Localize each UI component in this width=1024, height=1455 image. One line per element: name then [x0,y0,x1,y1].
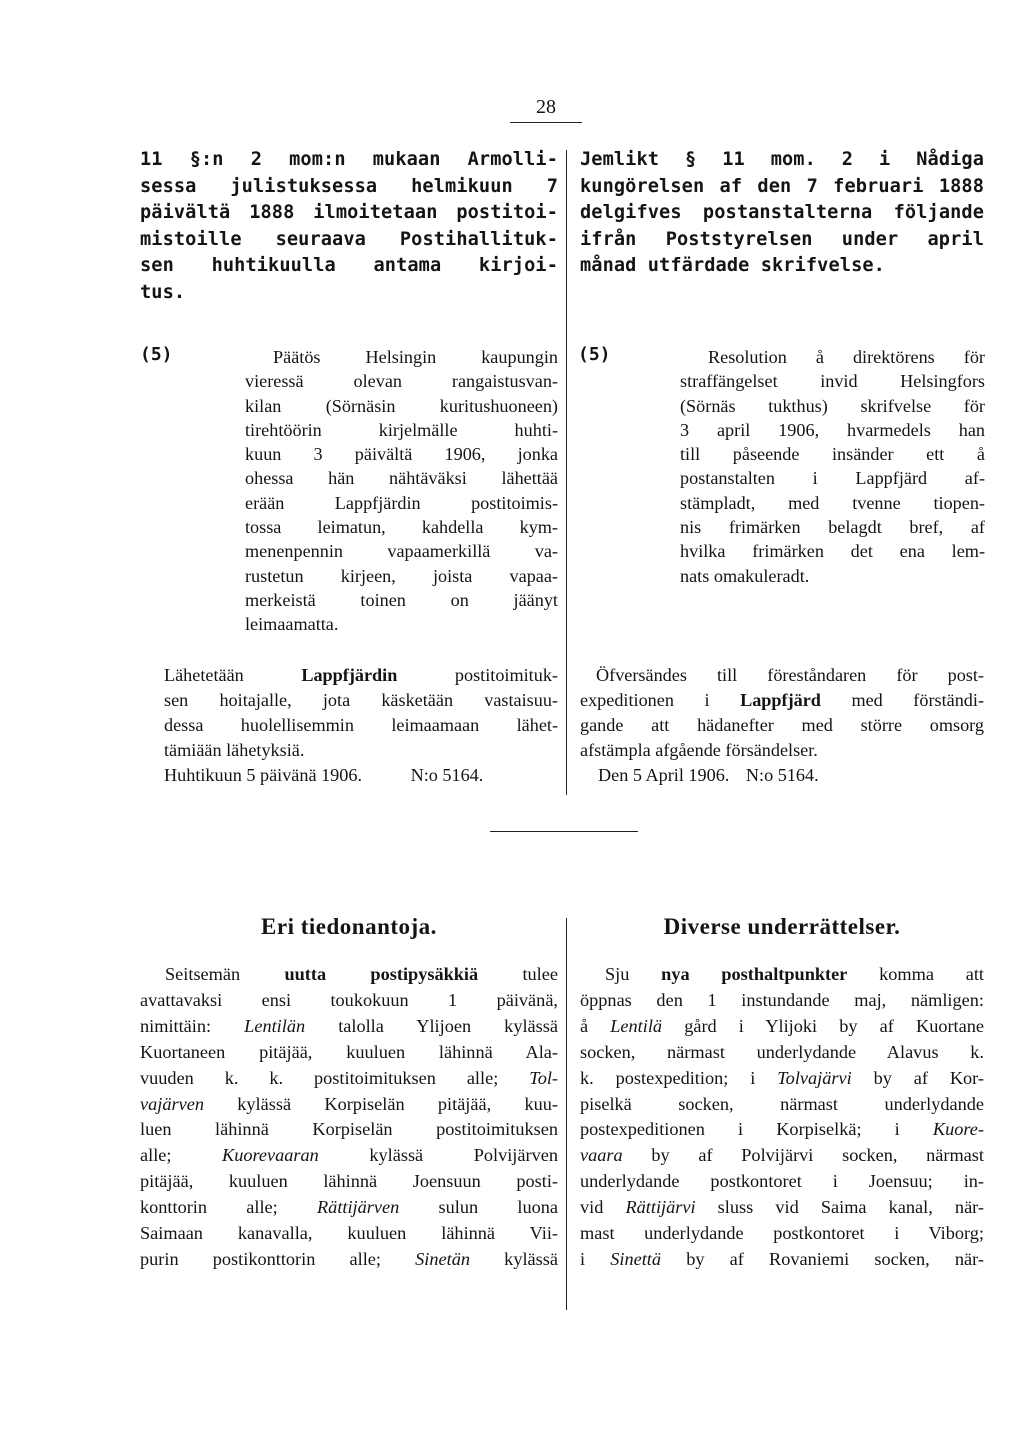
reference-number: N:o 5164. [410,765,484,785]
text-line: tämiään lähetyksiä. [164,740,305,760]
text-line: piselkä socken, närmast underlydande [580,1093,984,1114]
text-line: sen hoitajalle, jota käsketään vastaisuu- [164,690,558,710]
text-line: (Sörnäs tukthus) skrifvelse för [680,395,985,416]
intro-line: sen huhtikuulla antama kirjoi- [140,255,558,277]
intro-line: päivältä 1888 ilmoitetaan postitoi- [140,202,558,224]
text-line: gande att hädanefter med större omsorg [580,715,984,735]
section-separator [490,831,638,832]
intro-line: Jemlikt § 11 mom. 2 i Nådiga [580,149,984,170]
reference-number: N:o 5164. [745,765,819,785]
text-line: mast underlydande postkontoret i Viborg; [580,1223,984,1244]
text-line: straffängelset invid Helsingfors [680,371,985,392]
text-line: kilan (Sörnäsin kuritushuoneen) [245,395,558,416]
text-line: postanstalten i Lappfjärd af- [680,468,985,489]
text-line: underlydande postkontoret i Joensuu; in- [580,1171,984,1192]
text-line: vuuden k. k. postitoimituksen alle; Tol- [140,1067,558,1088]
text-line: kuun 3 päivältä 1906, jonka [245,444,558,465]
text-line: pitäjää, kuuluen lähinnä Joensuun posti- [140,1171,558,1192]
text-line: Lähetetään Lappfjärdin postitoimituk- [164,665,558,685]
intro-line: kungörelsen af den 7 februari 1888 [580,175,984,197]
text-line: tossa leimatun, kahdella kym- [245,517,558,538]
item-number-fi: (5) [140,344,173,365]
text-line: Saimaan kanavalla, kuuluen lähinnä Vii- [140,1223,558,1244]
place-name: Lappfjärd [740,690,821,710]
text-line: stämpladt, med tvenne tiopen- [680,492,985,513]
intro-line: tus. [140,281,186,303]
text-line: vid Rättijärvi sluss vid Saima kanal, när- [580,1197,984,1218]
intro-line: mistoille seuraava Postihallituk- [140,228,558,250]
text-line: Päätös Helsingin kaupungin [273,347,558,367]
text-line: afstämpla afgående försändelser. [580,740,818,760]
swedish-section-heading: Diverse underrättelser. [663,914,901,939]
date-text: Den 5 April 1906. [598,765,730,785]
text-line: ohessa hän nähtäväksi lähettää [245,468,558,489]
finnish-section-heading: Eri tiedonantoja. [261,914,437,939]
swedish-announcement [580,962,984,1273]
text-line: Sju nya posthaltpunkter komma att [605,964,984,984]
intro-line: ifrån Poststyrelsen under april [580,228,984,250]
text-line: alle; Kuorevaaran kylässä Polvijärven [140,1145,558,1166]
page-number: 28 [536,96,556,118]
column-divider-top [566,150,567,795]
text-line: i Sinettä by af Rovaniemi socken, när- [580,1248,984,1269]
text-line: luen lähinnä Korpiselän postitoimituksen [140,1119,558,1140]
text-line: 3 april 1906, hvarmedels han [680,419,985,440]
text-line: Seitsemän uutta postipysäkkiä tulee [165,964,558,984]
text-line: erään Lappfjärdin postitoimis- [245,492,558,513]
text-line: Öfversändes till föreståndaren för post- [596,665,984,685]
text-line: konttorin alle; Rättijärven sulun luona [140,1197,559,1218]
text-line: dessa huolellisemmin leimaamaan lähet- [164,715,558,735]
text-line: purin postikonttorin alle; Sinetän kylässä [140,1248,558,1269]
finnish-forwarding-note [164,663,558,788]
swedish-forwarding-note [580,663,984,788]
text-line: avattavaksi ensi toukokuun 1 päivänä, [140,989,558,1010]
text-line: Resolution å direktörens för [708,347,985,367]
place-name: Lappfjärdin [301,665,398,685]
intro-line: sessa julistuksessa helmikuun 7 [140,175,558,197]
text-line: nis frimärken belagdt bref, af [680,517,985,538]
text-line: rustetun kirjeen, joista vapaa- [245,565,558,586]
bold-phrase: nya posthaltpunkter [661,964,848,984]
column-divider-bottom [566,918,567,1310]
text-line: expeditionen i Lappfjärd med förständi- [580,690,984,710]
text-line: menenpennin vapaamerkillä va- [245,541,558,562]
signature-line [164,763,558,788]
text-line: å Lentilä gård i Ylijoki by af Kuortane [580,1015,985,1036]
signature-line [580,763,984,788]
text-line: leimaamatta. [245,614,339,635]
intro-line: delgifves postanstalterna följande [580,202,984,224]
text-line: k. postexpedition; i Tolvajärvi by af Kor- [580,1067,984,1088]
finnish-intro [140,147,558,307]
text-line: Kuortaneen pitäjää, kuuluen lähinnä Ala- [140,1041,558,1062]
text-line: tirehtöörin kirjelmälle huhti- [245,419,558,440]
intro-line: 11 §:n 2 mom:n mukaan Armolli- [140,149,558,170]
text-line: till påseende insänder ett å [680,444,985,465]
text-line: nats omakuleradt. [680,565,810,586]
text-line: postexpeditionen i Korpiselkä; i Kuore- [580,1119,984,1140]
text-line: nimittäin: Lentilän talolla Ylijoen kylässä [140,1015,558,1036]
text-line: vajärven kylässä Korpiselän pitäjää, kuu- [140,1093,558,1114]
text-line: öppnas den 1 instundande maj, nämligen: [580,989,984,1010]
finnish-resolution [245,345,558,637]
date-text: Huhtikuun 5 päivänä 1906. [164,765,363,785]
item-number-sv: (5) [578,344,611,365]
swedish-intro [580,147,984,280]
text-line: vieressä olevan rangaistusvan- [245,371,558,392]
finnish-announcement [140,962,558,1273]
bold-phrase: uutta postipysäkkiä [284,964,479,984]
text-line: vaara by af Polvijärvi socken, närmast [580,1145,984,1166]
page-number-rule [510,122,582,123]
intro-line: månad utfärdade skrifvelse. [580,255,885,277]
swedish-resolution [680,345,985,588]
text-line: hvilka frimärken det ena lem- [680,541,985,562]
text-line: merkeistä toinen on jäänyt [245,589,558,610]
text-line: socken, närmast underlydande Alavus k. [580,1041,984,1062]
